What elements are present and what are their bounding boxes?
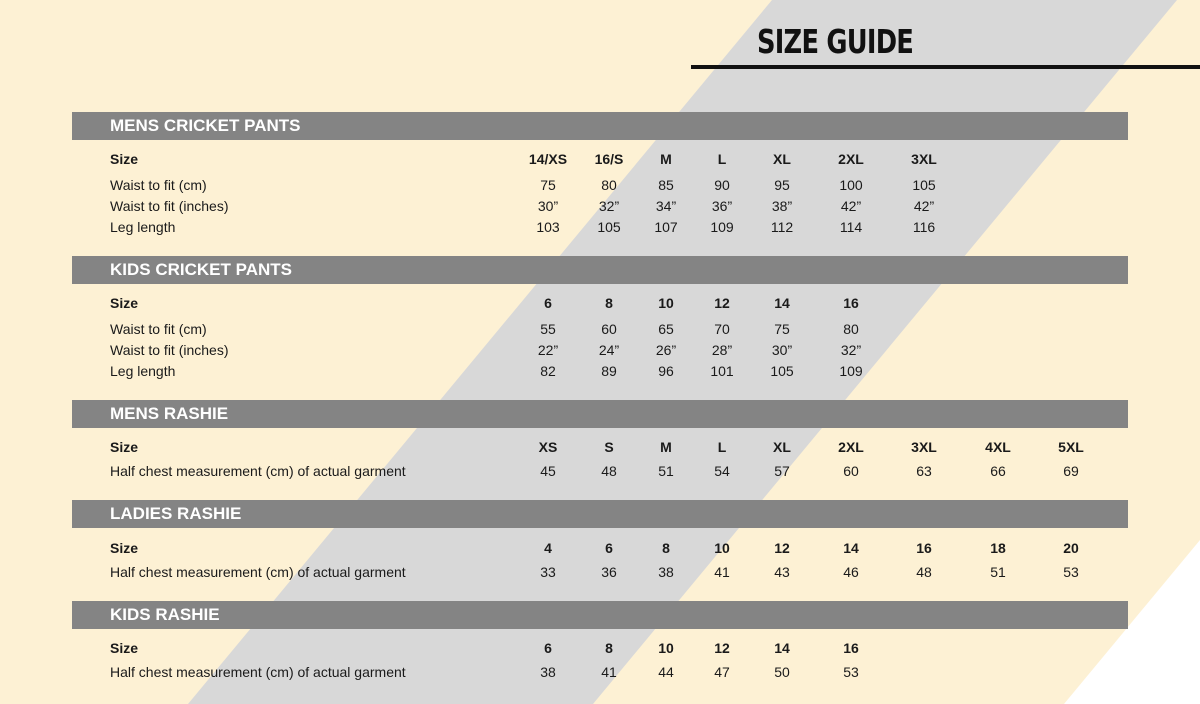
title-underline bbox=[691, 65, 1200, 69]
section-header bbox=[72, 400, 1128, 428]
measurement-row bbox=[0, 342, 1200, 362]
value-cell: 33 bbox=[540, 564, 556, 580]
value-cell: 116 bbox=[912, 219, 936, 235]
size-cell: 14 bbox=[774, 295, 790, 311]
measurement-row bbox=[0, 177, 1200, 197]
value-cell: 42” bbox=[840, 198, 862, 214]
size-cell: 10 bbox=[658, 295, 674, 311]
value-cell: 43 bbox=[774, 564, 790, 580]
size-cell: 2XL bbox=[838, 439, 864, 455]
size-cell: M bbox=[660, 151, 672, 167]
size-cell: 3XL bbox=[911, 439, 937, 455]
value-cell: 42” bbox=[913, 198, 935, 214]
value-cell: 54 bbox=[714, 463, 730, 479]
row-label: Waist to fit (cm) bbox=[110, 177, 207, 193]
value-cell: 41 bbox=[601, 664, 617, 680]
value-cell: 90 bbox=[714, 177, 730, 193]
size-row bbox=[0, 151, 1200, 171]
size-row bbox=[0, 540, 1200, 560]
value-cell: 48 bbox=[601, 463, 617, 479]
section-header bbox=[72, 601, 1128, 629]
value-cell: 38 bbox=[658, 564, 674, 580]
value-cell: 66 bbox=[990, 463, 1006, 479]
page-title: SIZE GUIDE bbox=[757, 22, 914, 61]
size-cell: 12 bbox=[714, 640, 730, 656]
measurement-row bbox=[0, 463, 1200, 483]
value-cell: 109 bbox=[839, 363, 863, 379]
value-cell: 48 bbox=[916, 564, 932, 580]
value-cell: 109 bbox=[710, 219, 734, 235]
value-cell: 47 bbox=[714, 664, 730, 680]
section-header bbox=[72, 112, 1128, 140]
size-cell: 6 bbox=[605, 540, 613, 556]
size-cell: XL bbox=[773, 151, 791, 167]
value-cell: 65 bbox=[658, 321, 674, 337]
value-cell: 26” bbox=[655, 342, 677, 358]
row-label: Waist to fit (cm) bbox=[110, 321, 207, 337]
section-title: KIDS RASHIE bbox=[110, 605, 220, 624]
value-cell: 53 bbox=[1063, 564, 1079, 580]
size-cell: 8 bbox=[605, 640, 613, 656]
row-label: Size bbox=[110, 640, 139, 656]
size-cell: S bbox=[604, 439, 614, 455]
size-cell: 6 bbox=[544, 295, 552, 311]
value-cell: 53 bbox=[843, 664, 859, 680]
value-cell: 95 bbox=[774, 177, 790, 193]
value-cell: 34” bbox=[655, 198, 677, 214]
value-cell: 57 bbox=[774, 463, 790, 479]
row-label: Leg length bbox=[110, 219, 176, 235]
value-cell: 112 bbox=[770, 219, 794, 235]
size-cell: 16/S bbox=[594, 151, 624, 167]
value-cell: 32” bbox=[598, 198, 620, 214]
size-cell: 3XL bbox=[911, 151, 937, 167]
row-label: Size bbox=[110, 295, 139, 311]
value-cell: 38 bbox=[540, 664, 556, 680]
size-cell: 8 bbox=[662, 540, 670, 556]
size-cell: 10 bbox=[714, 540, 730, 556]
row-label: Size bbox=[110, 439, 139, 455]
value-cell: 75 bbox=[540, 177, 556, 193]
size-cell: XS bbox=[538, 439, 558, 455]
value-cell: 45 bbox=[540, 463, 556, 479]
size-cell: 16 bbox=[916, 540, 932, 556]
row-label: Half chest measurement (cm) of actual garment bbox=[110, 463, 406, 479]
value-cell: 44 bbox=[658, 664, 674, 680]
size-cell: 4 bbox=[544, 540, 552, 556]
size-cell: 12 bbox=[774, 540, 790, 556]
row-label: Size bbox=[110, 151, 139, 167]
size-cell: L bbox=[717, 151, 727, 167]
value-cell: 50 bbox=[774, 664, 790, 680]
value-cell: 96 bbox=[658, 363, 674, 379]
row-label: Leg length bbox=[110, 363, 176, 379]
value-cell: 28” bbox=[711, 342, 733, 358]
value-cell: 82 bbox=[540, 363, 556, 379]
size-cell: 14 bbox=[843, 540, 859, 556]
value-cell: 114 bbox=[839, 219, 863, 235]
value-cell: 100 bbox=[839, 177, 863, 193]
value-cell: 36” bbox=[711, 198, 733, 214]
measurement-row bbox=[0, 321, 1200, 341]
value-cell: 24” bbox=[598, 342, 620, 358]
size-cell: 4XL bbox=[985, 439, 1011, 455]
section-title: MENS RASHIE bbox=[110, 404, 229, 423]
row-label: Half chest measurement (cm) of actual garment bbox=[110, 664, 406, 680]
section-header bbox=[72, 500, 1128, 528]
size-cell: 16 bbox=[843, 640, 859, 656]
size-cell: 5XL bbox=[1058, 439, 1084, 455]
size-cell: 14/XS bbox=[528, 151, 568, 167]
value-cell: 30” bbox=[771, 342, 793, 358]
section-title: LADIES RASHIE bbox=[110, 504, 242, 523]
value-cell: 105 bbox=[770, 363, 794, 379]
value-cell: 75 bbox=[774, 321, 790, 337]
row-label: Size bbox=[110, 540, 139, 556]
measurement-row bbox=[0, 664, 1200, 684]
section-title: KIDS CRICKET PANTS bbox=[110, 260, 292, 279]
size-row bbox=[0, 439, 1200, 459]
size-cell: XL bbox=[773, 439, 791, 455]
value-cell: 22” bbox=[537, 342, 559, 358]
row-label: Half chest measurement (cm) of actual garment bbox=[110, 564, 406, 580]
value-cell: 80 bbox=[601, 177, 617, 193]
size-cell: 16 bbox=[843, 295, 859, 311]
value-cell: 32” bbox=[840, 342, 862, 358]
value-cell: 60 bbox=[843, 463, 859, 479]
value-cell: 101 bbox=[710, 363, 734, 379]
value-cell: 63 bbox=[916, 463, 932, 479]
value-cell: 107 bbox=[654, 219, 678, 235]
value-cell: 105 bbox=[597, 219, 621, 235]
measurement-row bbox=[0, 198, 1200, 218]
measurement-row bbox=[0, 219, 1200, 239]
size-cell: M bbox=[660, 439, 672, 455]
size-cell: 20 bbox=[1063, 540, 1079, 556]
size-cell: 18 bbox=[990, 540, 1006, 556]
section-title: MENS CRICKET PANTS bbox=[110, 116, 301, 135]
value-cell: 105 bbox=[912, 177, 936, 193]
size-row bbox=[0, 295, 1200, 315]
size-cell: L bbox=[717, 439, 727, 455]
value-cell: 80 bbox=[843, 321, 859, 337]
value-cell: 46 bbox=[843, 564, 859, 580]
value-cell: 55 bbox=[540, 321, 556, 337]
size-cell: 14 bbox=[774, 640, 790, 656]
section-header bbox=[72, 256, 1128, 284]
value-cell: 41 bbox=[714, 564, 730, 580]
size-cell: 2XL bbox=[838, 151, 864, 167]
value-cell: 89 bbox=[601, 363, 617, 379]
size-cell: 12 bbox=[714, 295, 730, 311]
measurement-row bbox=[0, 564, 1200, 584]
row-label: Waist to fit (inches) bbox=[110, 342, 229, 358]
value-cell: 60 bbox=[601, 321, 617, 337]
measurement-row bbox=[0, 363, 1200, 383]
value-cell: 103 bbox=[536, 219, 560, 235]
value-cell: 70 bbox=[714, 321, 730, 337]
size-cell: 6 bbox=[544, 640, 552, 656]
size-row bbox=[0, 640, 1200, 660]
value-cell: 38” bbox=[771, 198, 793, 214]
size-cell: 10 bbox=[658, 640, 674, 656]
value-cell: 69 bbox=[1063, 463, 1079, 479]
value-cell: 36 bbox=[601, 564, 617, 580]
size-cell: 8 bbox=[605, 295, 613, 311]
value-cell: 30” bbox=[537, 198, 559, 214]
value-cell: 51 bbox=[658, 463, 674, 479]
value-cell: 85 bbox=[658, 177, 674, 193]
value-cell: 51 bbox=[990, 564, 1006, 580]
row-label: Waist to fit (inches) bbox=[110, 198, 229, 214]
